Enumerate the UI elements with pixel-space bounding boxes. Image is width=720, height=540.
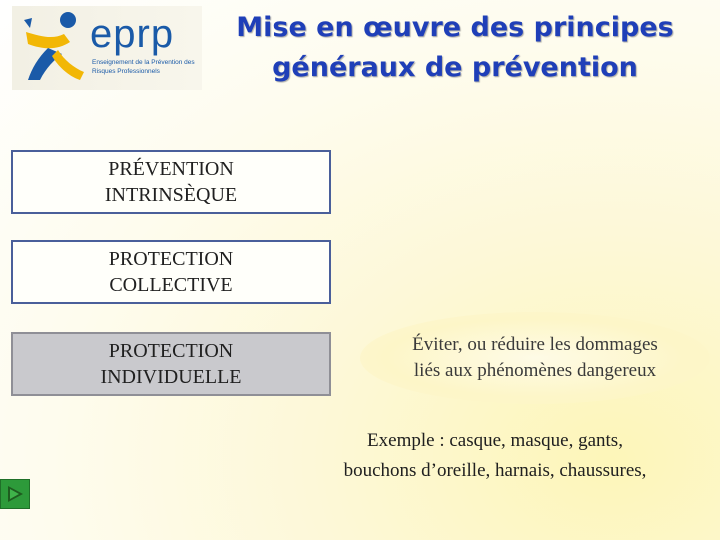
box-protection-collective: PROTECTION COLLECTIVE <box>11 240 331 304</box>
box-protection-individuelle: PROTECTION INDIVIDUELLE <box>11 332 331 396</box>
box-prevention-intrinseque: PRÉVENTION INTRINSÈQUE <box>11 150 331 214</box>
eprp-logo <box>12 6 202 90</box>
example-text: Exemple : casque, masque, gants, bouchons d’oreille, harnais, chaussures, <box>343 430 647 481</box>
play-next-icon <box>5 484 25 504</box>
description-bubble: Éviter, ou réduire les dommages liés aux phénomènes dangereux <box>360 312 710 404</box>
logo-tagline: Enseignement de la Prévention des Risques Professionnels <box>92 59 195 75</box>
slide-title: Mise en œuvre des principes généraux de prévention <box>236 12 674 83</box>
next-slide-button[interactable] <box>0 479 30 509</box>
eprp-figure-icon <box>18 10 90 82</box>
logo-wordmark: eprp <box>90 12 175 56</box>
